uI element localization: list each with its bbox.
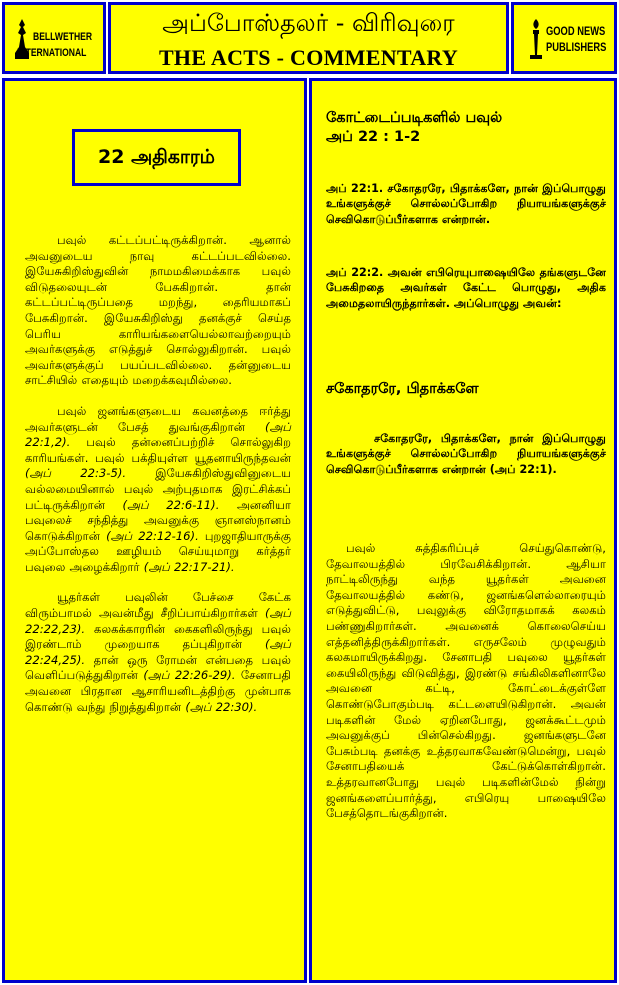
scripture-reference: (அப் 22:22,23). <box>25 606 291 636</box>
title-english: THE ACTS - COMMENTARY <box>158 45 459 70</box>
paragraph-text: தான் ஒரு ரோமன் என்பதை பவுல் வெளிப்படுத்துகிறான் <box>25 652 291 683</box>
paragraph-text: பவுல் தன்னைப்பற்றிச் சொல்லுகிற காரியங்கள். பவுல் பக்தியுள்ள யூதனாயிருந்தவன் <box>25 435 291 465</box>
scripture-reference: (அப் 22:30). <box>185 699 258 714</box>
right-column <box>309 78 617 983</box>
right-column-text <box>326 541 606 822</box>
commentary-paragraph <box>25 590 291 715</box>
section-title <box>326 109 606 147</box>
scripture-reference: (அப் 22:26-29). <box>143 668 236 683</box>
logo-text-line1: BELLWETHER <box>33 31 93 43</box>
scripture-reference: (அப் 22:17-21). <box>143 559 235 574</box>
bellwether-logo <box>9 13 105 67</box>
paragraph-text: சேனாபதி அவனை பிரதான ஆசாரியனிடத்திற்கு முன்பாக கொண்டு வந்து நிறுத்துகிறான் <box>25 668 291 714</box>
title-tamil: அப்போஸ்தலர் - விரிவுரை <box>162 9 455 37</box>
logo-text-line2: INTERNATIONAL <box>17 47 87 59</box>
subheading: சகோதரரே, பிதாக்களே <box>326 381 479 397</box>
torch-icon <box>524 17 546 61</box>
left-column-text <box>25 233 291 730</box>
paragraph-text: பவுல் கட்டப்பட்டிருக்கிறான். ஆனால் அவனுடைய நாவு கட்டப்படவில்லை. இயேசுகிறிஸ்துவின் நாமமகிமைக்காக பவுல் விடுதலையுடன் பேசுகிறான். தான் கட்டப்பட்டிருப்பதை மறந்து, தைரியமாகப் பேசுகிறான். இயேசுகிறிஸ்து தனக்குச் செய்த பெரிய காரியங்களையெல்லாவற்றையும் அவர்களுக்கு எடுத்துச் சொல்லுகிறான். பவுல் அவர்களுக்குப் பயப்படவில்லை. தன்னுடைய சாட்சியில் எதையும் மறைக்கவுமில்லை. <box>25 233 291 388</box>
scripture-reference: (அப் 22:24,25). <box>25 637 291 667</box>
paragraph-text: இயேசுகிறிஸ்துவினுடைய வல்லமையினால் பவுல் அற்புதமாக இரட்சிக்கப் பட்டிருக்கிறான் <box>25 466 291 512</box>
paragraph-text: பவுல் ஜனங்களுடைய கவனத்தை ஈர்த்து அவர்களுடன் பேசத் துவங்குகிறான் <box>25 403 291 434</box>
commentary-paragraph <box>25 404 291 576</box>
section-title-line2: அப் 22 : 1-2 <box>326 129 421 145</box>
chapter-heading: 22 அதிகாரம் <box>72 129 241 186</box>
paragraph-text: அனனியா பவுலைச் சந்தித்து அவனுக்கு ஞானஸ்நானம் கொடுக்கிறான் <box>25 497 291 543</box>
title-box <box>108 2 509 74</box>
left-column <box>2 78 307 983</box>
commentary-paragraph: பவுல் சுத்திகரிப்புச் செய்துகொண்டு, தேவாலயத்தில் பிரவேசிக்கிறான். ஆசியா நாட்டிலிருந்து வந்த யூதர்கள் அவனை தேவாலயத்தில் கண்டு, ஜனங்களெல்லாரையும் எடுத்துவிட்டு, பவுலுக்கு விரோதமாகக் கலகம் பண்ணுகிறார்கள். அவனைக் கொலைசெய்ய எத்தனித்திருக்கிறார்கள். எருசலேம் முழுவதும் கலகமாயிருக்கிறது. சேனாபதி பவுலை யூதர்கள் கையிலிருந்து விடுவித்து, இரண்டு சங்கிலிகளினாலே அவனை கட்டி, கோட்டைக்குள்ளே கொண்டுபோகும்படி கட்டளையிடுகிறான். அவன் படிகளின் மேல் ஏறினபோது, ஜனக்கூட்டமும் அவனுக்குப் பின்செல்கிறது. ஜனங்களுடனே பேசும்படி தனக்கு உத்தரவாகவேண்டுமென்று, பவுல் சேனாபதியைக் கேட்டுக்கொள்கிறான். உத்தரவானபோது பவுல் படிகளின்மேல் நின்று ஜனங்களைப்பார்த்து, எபிரெயு பாஷையிலே பேசத்தொடங்குகிறான். <box>326 541 606 821</box>
verse-22-2: அப் 22:2. அவன் எபிரெயுபாஷையிலே தங்களுடனே பேசுகிறதை அவர்கள் கேட்ட பொழுது, அதிக அமைதலாயிருந்தார்கள். அப்பொழுது அவன்: <box>326 266 606 310</box>
quote-block: சகோதரரே, பிதாக்களே, நான் இப்பொழுது உங்களுக்குச் சொல்லப்போகிற நியாயங்களுக்குச் செவிகொடுப்பீர்களாக என்றான் (அப் 22:1). <box>326 432 606 476</box>
paragraph-text: கலகக்காரரின் கைகளிலிருந்து பவுல் இரண்டாம் முறையாக தப்புகிறான் <box>25 621 291 652</box>
paragraph-text: புறஜாதியாருக்கு அப்போஸ்தல ஊழியம் செய்யுமாறு கர்த்தர் பவுலை அழைக்கிறார் <box>25 528 292 574</box>
logo-text-line1: GOOD NEWS <box>546 24 606 38</box>
publisher-logo-box-right <box>511 2 617 74</box>
good-news-logo <box>518 13 614 67</box>
section-title-line1: கோட்டைப்படிகளில் பவுல் <box>326 110 503 126</box>
scripture-reference: (அப் 22:1,2). <box>25 419 291 450</box>
verse-22-1: அப் 22:1. சகோதரரே, பிதாக்களே, நான் இப்பொழுது உங்களுக்குச் சொல்லப்போகிற நியாயங்களுக்குச் செவிகொடுப்பீர்களாக என்றான். <box>326 182 606 226</box>
logo-text-line2: PUBLISHERS <box>546 40 607 54</box>
commentary-paragraph <box>25 233 291 389</box>
scripture-reference: (அப் 22:6-11). <box>122 497 220 512</box>
publisher-logo-box-left <box>2 2 106 74</box>
paragraph-text: யூதர்கள் பவுலின் பேச்சை கேட்க விரும்பாமல் அவன்மீது சீறிப்பாய்கிறார்கள் <box>25 590 291 621</box>
scripture-reference: (அப் 22:3-5). <box>25 466 127 481</box>
scripture-reference: (அப் 22:12-16). <box>106 528 199 543</box>
